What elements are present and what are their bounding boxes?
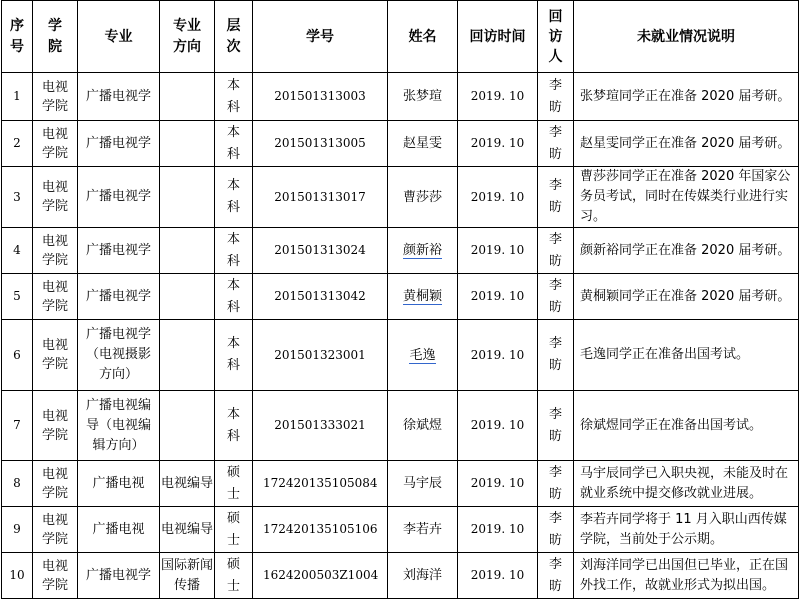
cell-seq: 7 <box>2 391 33 461</box>
cell-level: 本科 <box>215 73 253 121</box>
cell-college: 电视学院 <box>33 320 78 391</box>
cell-visit-time: 2019. 10 <box>458 461 538 507</box>
cell-level: 本科 <box>215 121 253 167</box>
cell-visit-time: 2019. 10 <box>458 320 538 391</box>
cell-seq: 6 <box>2 320 33 391</box>
cell-note: 李若卉同学将于 11 月入职山西传媒学院，当前处于公示期。 <box>574 507 799 553</box>
cell-name: 颜新裕 <box>388 228 458 274</box>
cell-seq: 8 <box>2 461 33 507</box>
table-row <box>2 228 799 274</box>
cell-student-id: 201501313003 <box>253 73 388 121</box>
header-major: 专业 <box>78 1 160 73</box>
cell-visit-time: 2019. 10 <box>458 274 538 320</box>
cell-student-id: 172420135105084 <box>253 461 388 507</box>
cell-name: 刘海洋 <box>388 553 458 599</box>
cell-direction <box>160 320 215 391</box>
cell-visit-time: 2019. 10 <box>458 507 538 553</box>
cell-seq: 4 <box>2 228 33 274</box>
unemployment-table <box>1 0 799 599</box>
cell-name: 毛逸 <box>388 320 458 391</box>
cell-level: 本科 <box>215 320 253 391</box>
cell-seq: 5 <box>2 274 33 320</box>
cell-direction <box>160 121 215 167</box>
cell-college: 电视学院 <box>33 461 78 507</box>
cell-major: 广播电视学 <box>78 274 160 320</box>
cell-direction <box>160 73 215 121</box>
cell-name: 李若卉 <box>388 507 458 553</box>
cell-note: 刘海洋同学已出国但已毕业，正在国外找工作，故就业形式为拟出国。 <box>574 553 799 599</box>
cell-major: 广播电视学 <box>78 553 160 599</box>
cell-student-id: 201501313005 <box>253 121 388 167</box>
cell-college: 电视学院 <box>33 507 78 553</box>
cell-direction: 电视编导 <box>160 461 215 507</box>
cell-visitor: 李昉 <box>538 320 574 391</box>
cell-college: 电视学院 <box>33 167 78 228</box>
cell-visitor: 李昉 <box>538 228 574 274</box>
cell-name: 赵星雯 <box>388 121 458 167</box>
header-seq: 序号 <box>2 1 33 73</box>
cell-name: 曹莎莎 <box>388 167 458 228</box>
table-row <box>2 391 799 461</box>
cell-direction: 电视编导 <box>160 507 215 553</box>
table-row <box>2 507 799 553</box>
table-row <box>2 274 799 320</box>
cell-visitor: 李昉 <box>538 461 574 507</box>
header-college: 学院 <box>33 1 78 73</box>
cell-direction <box>160 274 215 320</box>
cell-major: 广播电视学 <box>78 167 160 228</box>
cell-note: 黄桐颖同学正在准备 2020 届考研。 <box>574 274 799 320</box>
cell-student-id: 201501323001 <box>253 320 388 391</box>
cell-student-id: 201501313024 <box>253 228 388 274</box>
cell-major: 广播电视编导（电视编辑方向） <box>78 391 160 461</box>
header-visitor: 回访人 <box>538 1 574 73</box>
table-row <box>2 461 799 507</box>
cell-visit-time: 2019. 10 <box>458 553 538 599</box>
cell-name: 黄桐颖 <box>388 274 458 320</box>
cell-major: 广播电视学（电视摄影方向） <box>78 320 160 391</box>
cell-college: 电视学院 <box>33 553 78 599</box>
header-visit-time: 回访时间 <box>458 1 538 73</box>
cell-note: 徐斌煜同学正在准备出国考试。 <box>574 391 799 461</box>
cell-major: 广播电视 <box>78 507 160 553</box>
cell-seq: 10 <box>2 553 33 599</box>
cell-name: 张梦瑄 <box>388 73 458 121</box>
cell-major: 广播电视学 <box>78 121 160 167</box>
cell-visit-time: 2019. 10 <box>458 121 538 167</box>
cell-seq: 9 <box>2 507 33 553</box>
cell-college: 电视学院 <box>33 274 78 320</box>
cell-direction <box>160 167 215 228</box>
header-name: 姓名 <box>388 1 458 73</box>
cell-direction <box>160 228 215 274</box>
cell-student-id: 201501333021 <box>253 391 388 461</box>
cell-visitor: 李昉 <box>538 73 574 121</box>
cell-level: 本科 <box>215 228 253 274</box>
cell-note: 毛逸同学正在准备出国考试。 <box>574 320 799 391</box>
cell-name: 徐斌煜 <box>388 391 458 461</box>
cell-level: 硕士 <box>215 553 253 599</box>
cell-student-id: 201501313042 <box>253 274 388 320</box>
table-row <box>2 121 799 167</box>
cell-visitor: 李昉 <box>538 507 574 553</box>
header-note: 未就业情况说明 <box>574 1 799 73</box>
table-row <box>2 320 799 391</box>
cell-seq: 3 <box>2 167 33 228</box>
cell-note: 张梦瑄同学正在准备 2020 届考研。 <box>574 73 799 121</box>
header-level: 层次 <box>215 1 253 73</box>
cell-visit-time: 2019. 10 <box>458 228 538 274</box>
cell-college: 电视学院 <box>33 73 78 121</box>
cell-student-id: 201501313017 <box>253 167 388 228</box>
cell-college: 电视学院 <box>33 391 78 461</box>
header-student-id: 学号 <box>253 1 388 73</box>
cell-seq: 2 <box>2 121 33 167</box>
cell-direction <box>160 391 215 461</box>
cell-level: 本科 <box>215 391 253 461</box>
cell-level: 本科 <box>215 274 253 320</box>
cell-note: 赵星雯同学正在准备 2020 届考研。 <box>574 121 799 167</box>
cell-seq: 1 <box>2 73 33 121</box>
cell-level: 硕士 <box>215 461 253 507</box>
header-direction: 专业方向 <box>160 1 215 73</box>
table-row <box>2 73 799 121</box>
cell-visit-time: 2019. 10 <box>458 167 538 228</box>
cell-major: 广播电视学 <box>78 73 160 121</box>
header-row <box>2 1 799 73</box>
cell-level: 本科 <box>215 167 253 228</box>
cell-level: 硕士 <box>215 507 253 553</box>
cell-college: 电视学院 <box>33 228 78 274</box>
cell-major: 广播电视学 <box>78 228 160 274</box>
table-row <box>2 167 799 228</box>
cell-note: 马宇辰同学已入职央视，未能及时在就业系统中提交修改就业进展。 <box>574 461 799 507</box>
cell-visitor: 李昉 <box>538 167 574 228</box>
cell-student-id: 1624200503Z1004 <box>253 553 388 599</box>
cell-note: 颜新裕同学正在准备 2020 届考研。 <box>574 228 799 274</box>
cell-visit-time: 2019. 10 <box>458 391 538 461</box>
cell-visit-time: 2019. 10 <box>458 73 538 121</box>
cell-visitor: 李昉 <box>538 391 574 461</box>
cell-name: 马宇辰 <box>388 461 458 507</box>
cell-student-id: 172420135105106 <box>253 507 388 553</box>
cell-direction: 国际新闻传播 <box>160 553 215 599</box>
cell-college: 电视学院 <box>33 121 78 167</box>
cell-note: 曹莎莎同学正在准备 2020 年国家公务员考试，同时在传媒类行业进行实习。 <box>574 167 799 228</box>
cell-major: 广播电视 <box>78 461 160 507</box>
cell-visitor: 李昉 <box>538 553 574 599</box>
cell-visitor: 李昉 <box>538 274 574 320</box>
cell-visitor: 李昉 <box>538 121 574 167</box>
